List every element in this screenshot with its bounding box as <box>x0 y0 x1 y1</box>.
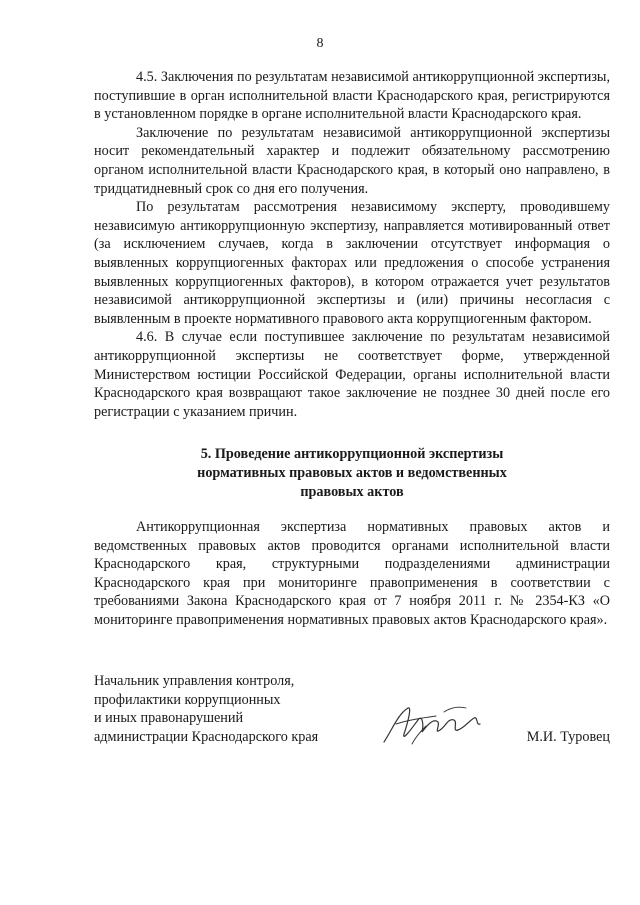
position-line: профилактики коррупционных <box>94 691 281 708</box>
signatory-name: М.И. Туровец <box>526 729 610 745</box>
section-5-title <box>94 445 610 502</box>
section-5-body <box>94 518 610 630</box>
paragraph-conclusion-status: Заключение по результатам независимой антикоррупционной экспертизы носит рекомендательный характер и подлежит обязательному рассмотрению органом исполнительной власти Краснодарского края, в который оно направлено, в тридцатидневный срок со дня его получения. <box>94 124 610 197</box>
section-title-line: правовых актов <box>300 484 404 500</box>
document-body <box>94 68 610 421</box>
section-5-paragraph: Антикоррупционная экспертиза нормативных правовых актов и ведомственных правовых актов проводится органами исполнительной власти Краснодарского края, структурными подразделениями администрации Краснодарского края при мониторинге правоприменения в соответствии с требованиями Закона Краснодарского края от 7 ноября 2011 г. № 2354-КЗ «О мониторинге правоприменения нормативных правовых актов Краснодарского края». <box>94 519 610 628</box>
signatory-position <box>94 672 318 746</box>
section-title-line: нормативных правовых актов и ведомственных <box>197 465 507 481</box>
position-line: и иных правонарушений <box>94 710 244 727</box>
position-line: Начальник управления контроля, <box>94 673 295 689</box>
paragraph-4-5: 4.5. Заключения по результатам независимой антикоррупционной экспертизы, поступившие в орган исполнительной власти Краснодарского края, регистрируются в установленном порядке в органе исполнительной власти Краснодарского края. <box>94 69 610 123</box>
section-title-line: 5. Проведение антикоррупционной экспертизы <box>200 446 504 462</box>
paragraph-response: По результатам рассмотрения независимому эксперту, проводившему независимую антикоррупционную экспертизу, направляется мотивированный ответ (за исключением случаев, когда в заключении отсутствует информация о выявленных коррупциогенных факторах или предложения о способе устранения выявленных коррупциогенных факторов), в котором отражается учет результатов независимой антикоррупционной экспертизы и (или) причины несогласия с выявленным в проекте нормативного правового акта коррупциогенным фактором. <box>94 199 610 327</box>
handwritten-signature <box>378 700 488 750</box>
position-line: администрации Краснодарского края <box>94 728 319 745</box>
paragraph-4-6: 4.6. В случае если поступившее заключение по результатам независимой антикоррупционной экспертизы не соответствует форме, утвержденной Министерством юстиции Российской Федерации, органы исполнительной власти Краснодарского края возвращают такое заключение не позднее 30 дней после его регистрации с указанием причин. <box>94 329 610 420</box>
page-number: 8 <box>316 36 324 51</box>
